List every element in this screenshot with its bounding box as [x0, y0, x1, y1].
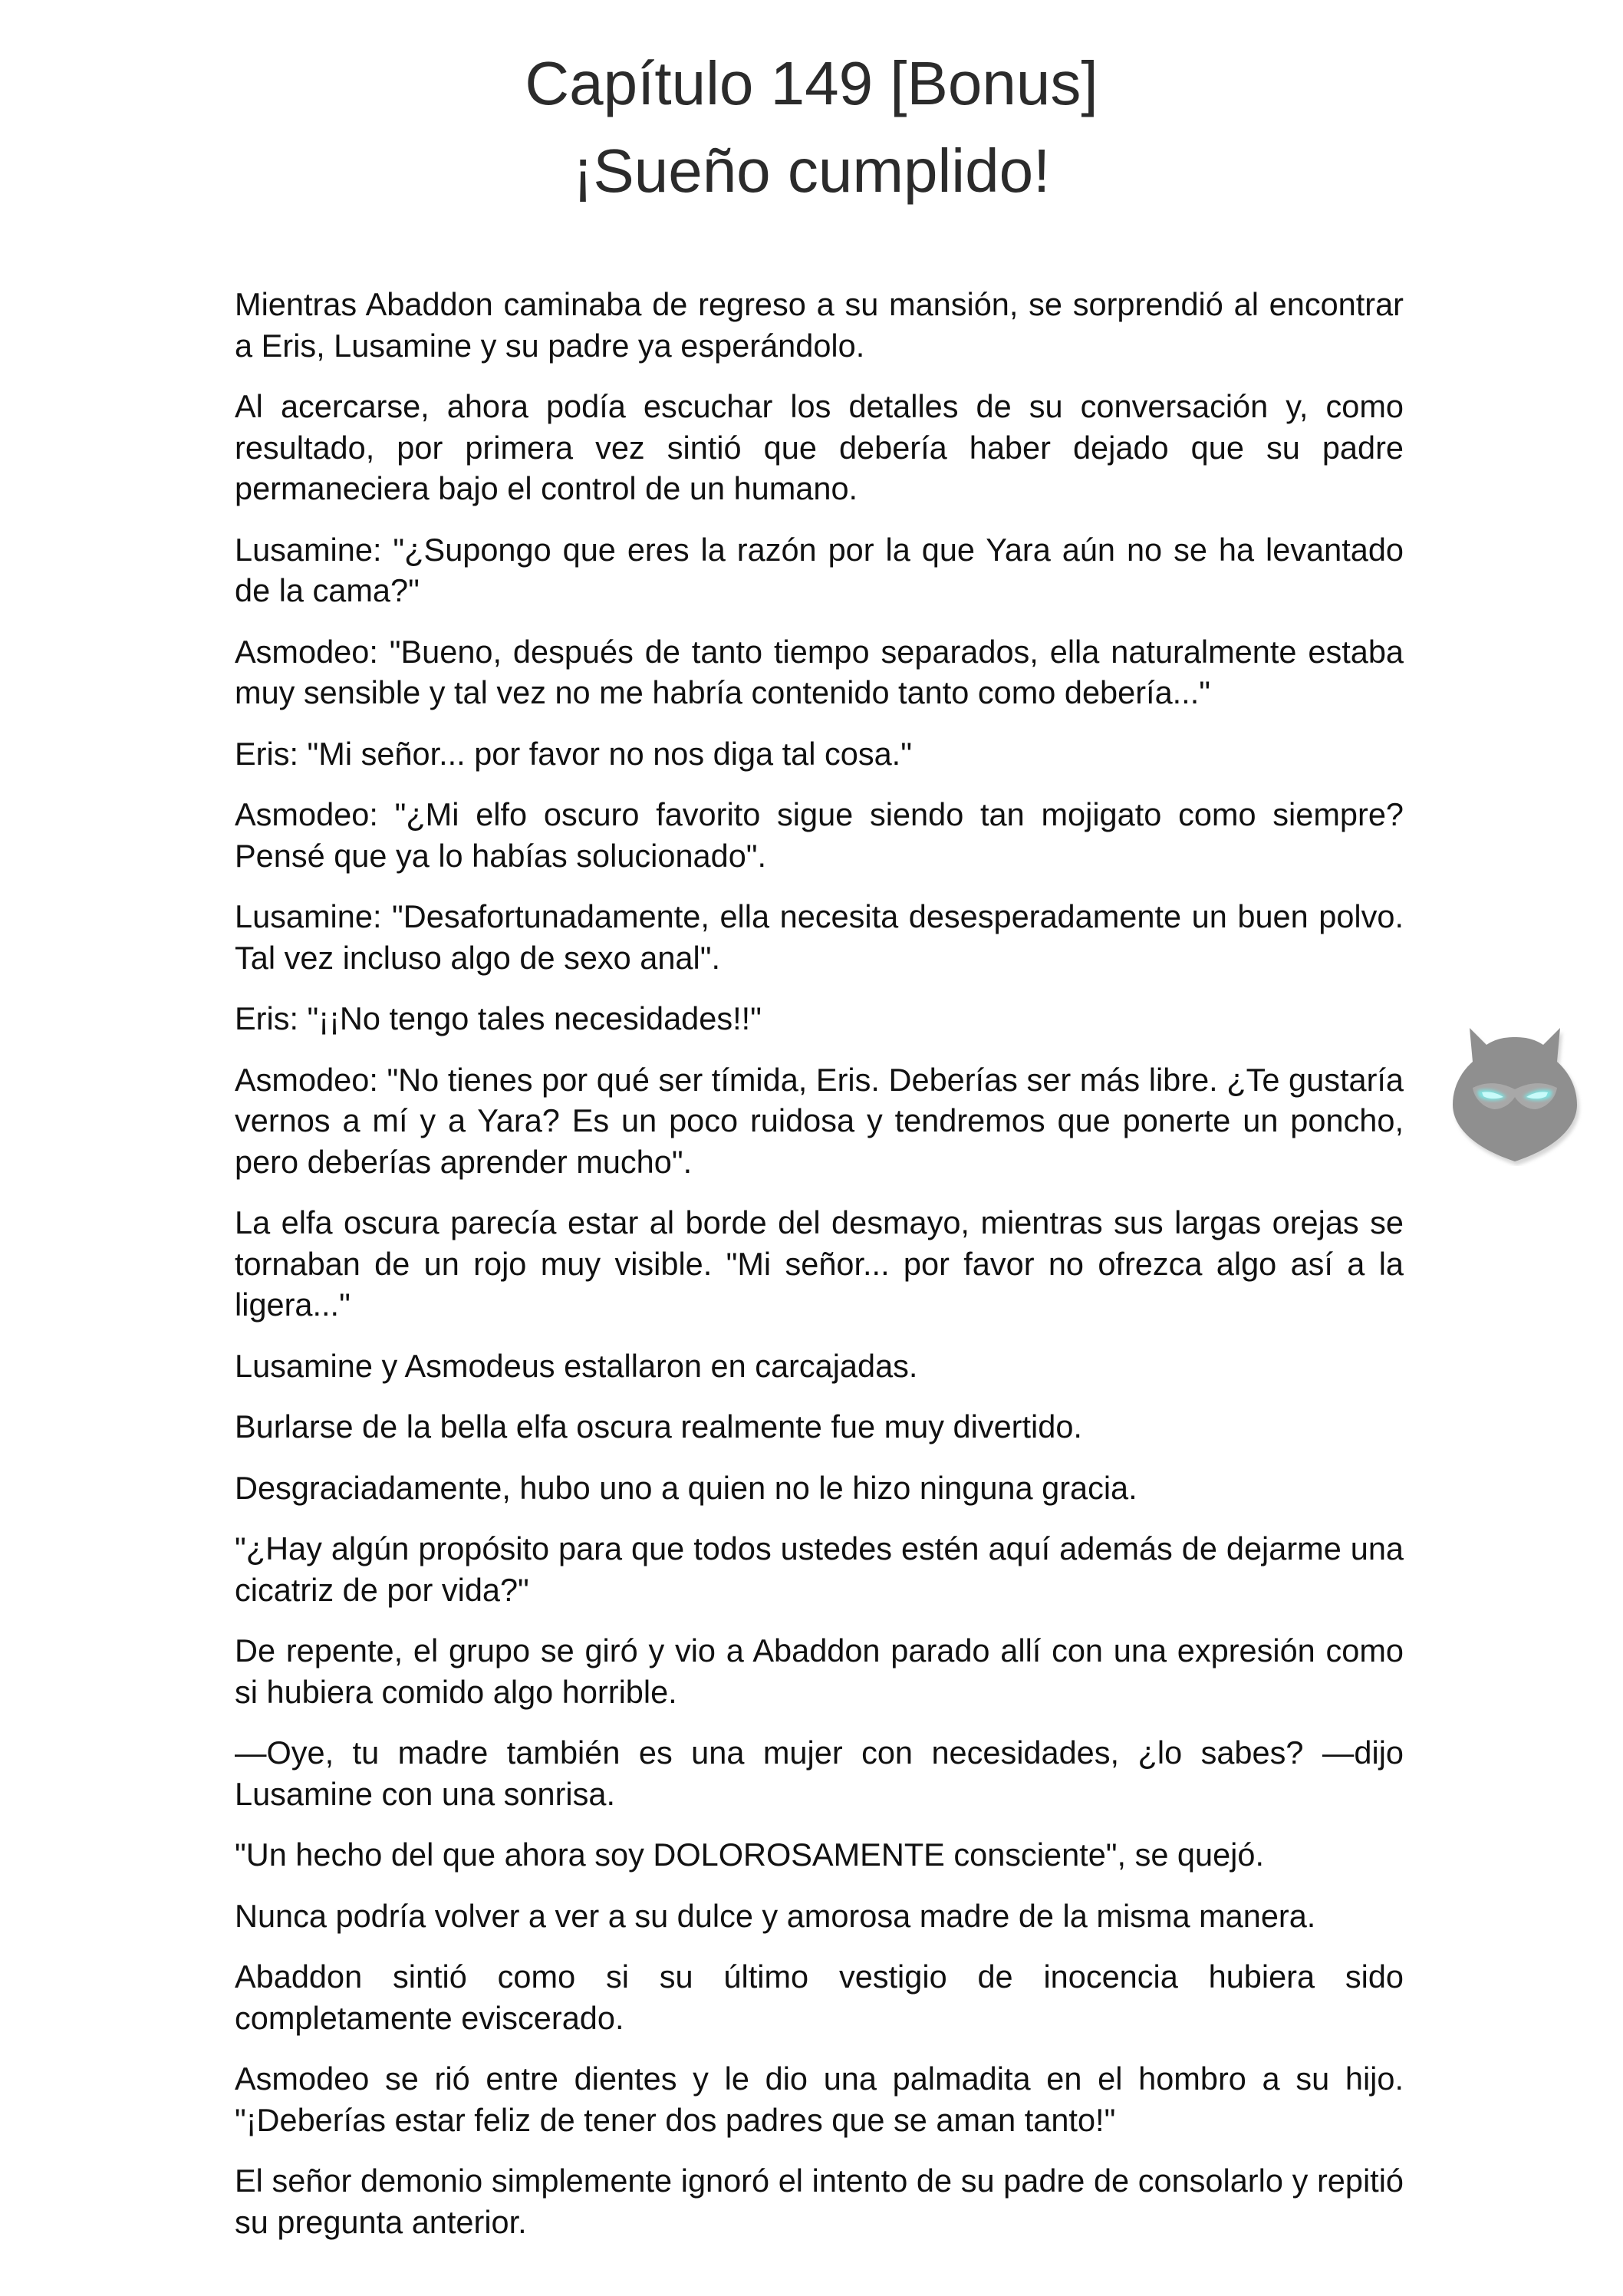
demon-head-icon: [1442, 997, 1588, 1166]
paragraph: Nunca podría volver a ver a su dulce y amorosa madre de la misma manera.: [235, 1897, 1316, 1934]
paragraph: Burlarse de la bella elfa oscura realmente fue muy divertido.: [235, 1408, 1082, 1444]
paragraph: "Un hecho del que ahora soy DOLOROSAMENTE consciente", se quejó.: [235, 1836, 1265, 1873]
chapter-title: [0, 40, 1623, 215]
paragraph: "¿Hay algún propósito para que todos ustedes estén aquí además de dejarme una cicatriz de por vida?": [235, 1530, 1404, 1608]
paragraph: Asmodeo: "Bueno, después de tanto tiempo separados, ella naturalmente estaba muy sensible y tal vez no me habría contenido tanto como debería...": [235, 633, 1404, 710]
paragraph: De repente, el grupo se giró y vio a Abaddon parado allí con una expresión como si hubiera comido algo horrible.: [235, 1632, 1404, 1710]
paragraph: Lusamine: "¿Supongo que eres la razón por la que Yara aún no se ha levantado de la cama?": [235, 531, 1404, 608]
paragraph: Desgraciadamente, hubo uno a quien no le hizo ninguna gracia.: [235, 1469, 1137, 1506]
paragraph: Asmodeo: "No tienes por qué ser tímida, Eris. Deberías ser más libre. ¿Te gustaría vernos a mí y a Yara? Es un poco ruidosa y tendremos que ponerte un poncho, pero deberías aprender mucho".: [235, 1061, 1404, 1180]
paragraph: Mientras Abaddon caminaba de regreso a su mansión, se sorprendió al encontrar a Eris, Lusamine y su padre ya esperándolo.: [235, 286, 1404, 364]
paragraph: Asmodeo se rió entre dientes y le dio una palmadita en el hombro a su hijo. "¡Deberías estar feliz de tener dos padres que se aman tanto!": [235, 2060, 1404, 2138]
chapter-body: [235, 284, 1404, 2262]
paragraph: Eris: "Mi señor... por favor no nos diga tal cosa.": [235, 735, 912, 772]
paragraph: —Oye, tu madre también es una mujer con necesidades, ¿lo sabes? —dijo Lusamine con una sonrisa.: [235, 1734, 1404, 1812]
paragraph: Abaddon sintió como si su último vestigio de inocencia hubiera sido completamente eviscerado.: [235, 1958, 1404, 2036]
paragraph: Al acercarse, ahora podía escuchar los detalles de su conversación y, como resultado, por primera vez sintió que debería haber dejado que su padre permaneciera bajo el control de un humano.: [235, 388, 1404, 506]
paragraph: Eris: "¡¡No tengo tales necesidades!!": [235, 1000, 762, 1036]
paragraph: Lusamine y Asmodeus estallaron en carcajadas.: [235, 1347, 918, 1384]
paragraph: La elfa oscura parecía estar al borde del desmayo, mientras sus largas orejas se tornaban de un rojo muy visible. "Mi señor... por favor no ofrezca algo así a la ligera...": [235, 1204, 1404, 1323]
paragraph: Asmodeo: "¿Mi elfo oscuro favorito sigue siendo tan mojigato como siempre? Pensé que ya lo habías solucionado".: [235, 796, 1404, 874]
chapter-title-line-2: ¡Sueño cumplido!: [572, 137, 1051, 205]
paragraph: Lusamine: "Desafortunadamente, ella necesita desesperadamente un buen polvo. Tal vez incluso algo de sexo anal".: [235, 898, 1404, 976]
chapter-title-line-1: Capítulo 149 [Bonus]: [525, 49, 1098, 117]
paragraph: El señor demonio simplemente ignoró el intento de su padre de consolarlo y repitió su pregunta anterior.: [235, 2163, 1404, 2240]
